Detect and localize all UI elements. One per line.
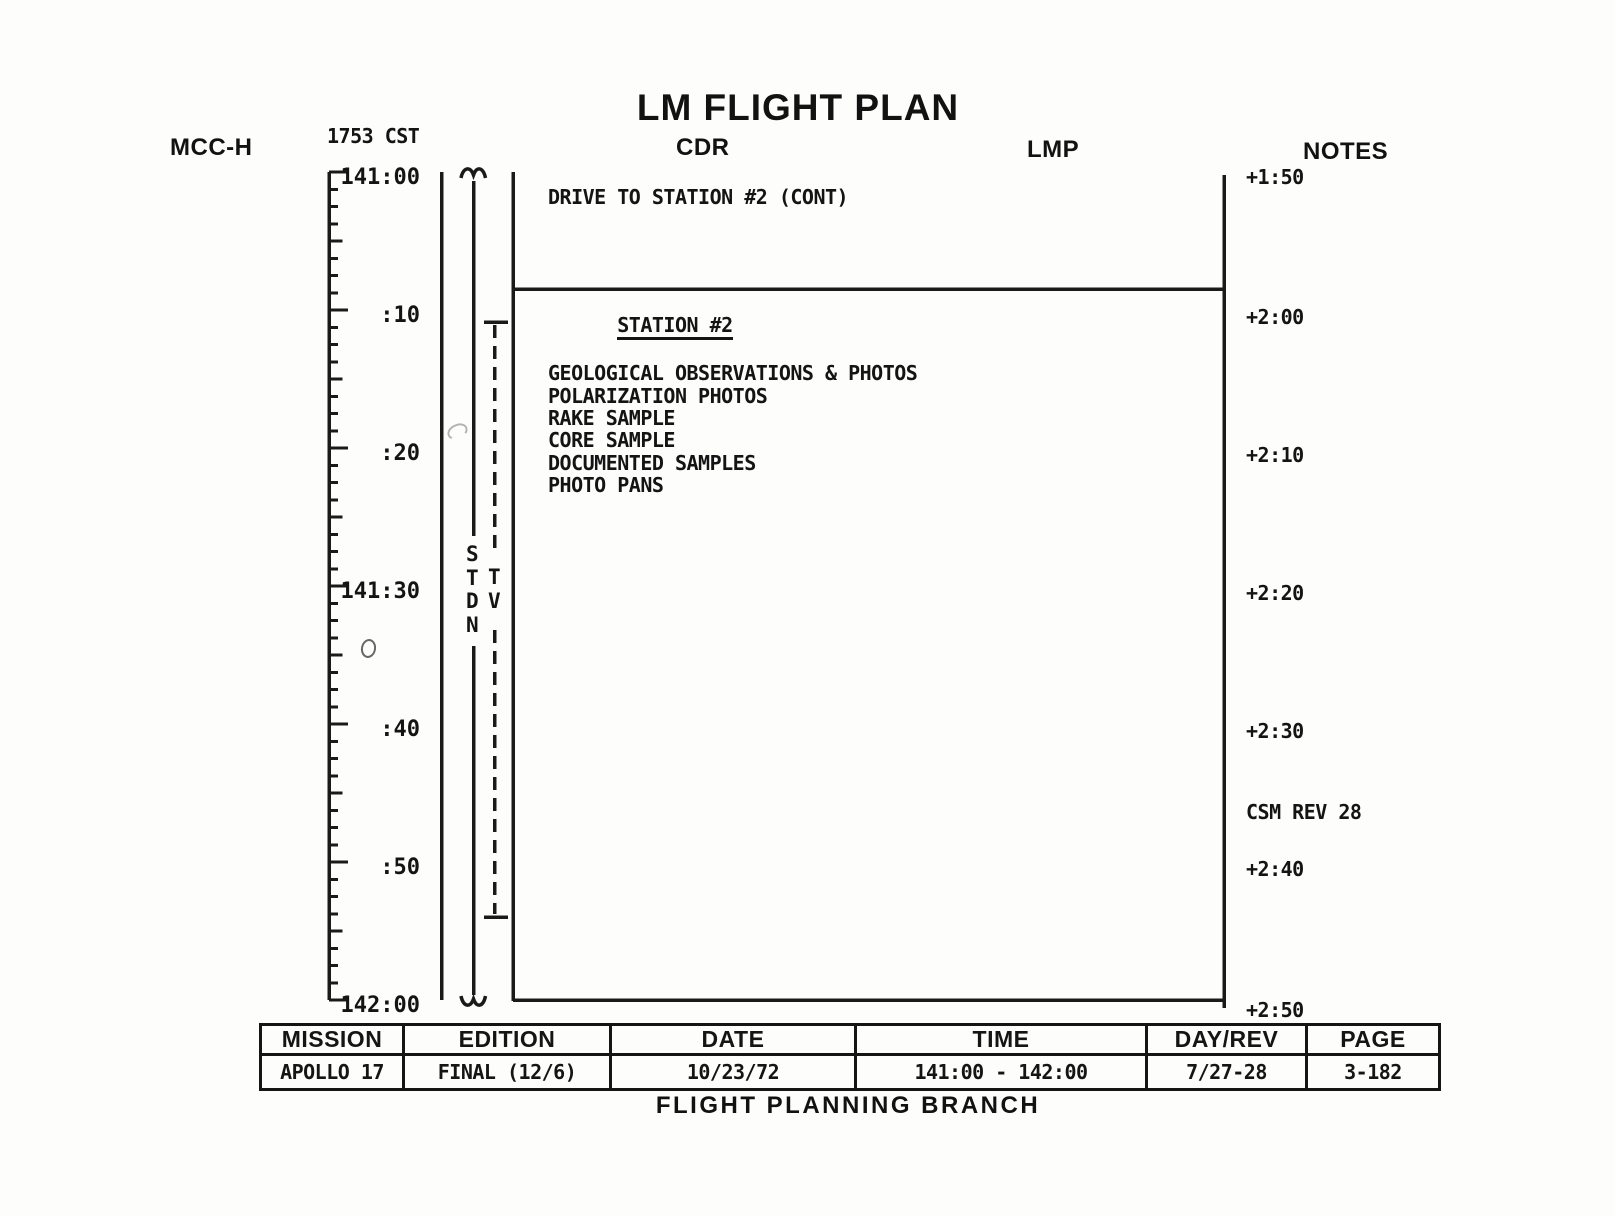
station2-heading — [548, 292, 917, 362]
tv-duration-bar — [484, 322, 508, 917]
day-rev-column-header: DAY/REV — [1148, 1026, 1308, 1056]
edition-value: FINAL (12/6) — [405, 1056, 612, 1088]
notes-column-label: NOTES — [1303, 138, 1389, 165]
time-tick-label-142-00: 142:00 — [340, 993, 420, 1018]
time-tick-label-40: :40 — [380, 717, 420, 742]
page-value: 3-182 — [1344, 1060, 1402, 1084]
time-tick-label-50: :50 — [380, 855, 420, 880]
time-column-header: TIME — [857, 1026, 1148, 1056]
task-item: DOCUMENTED SAMPLES — [548, 450, 756, 475]
date-column-header: DATE — [612, 1026, 857, 1056]
task-item: POLARIZATION PHOTOS — [548, 383, 768, 408]
edition-column-header: EDITION — [405, 1026, 612, 1056]
lmp-column-label: LMP — [1027, 136, 1080, 163]
stdn-top-arrowhead — [461, 169, 486, 178]
task-item: PHOTO PANS — [548, 473, 664, 498]
elapsed-time-note: +2:00 — [1246, 305, 1304, 329]
elapsed-time-note: +1:50 — [1246, 165, 1304, 189]
elapsed-time-note: +2:20 — [1246, 581, 1304, 605]
flight-planning-branch-label: FLIGHT PLANNING BRANCH — [655, 1092, 1041, 1119]
mission-data-table — [259, 1023, 1441, 1091]
cdr-column-label: CDR — [676, 134, 730, 161]
station2-heading-text: STATION #2 — [617, 314, 732, 339]
cst-time-label: 1753 CST — [327, 124, 420, 148]
page-title: LM FLIGHT PLAN — [636, 87, 960, 128]
time-tick-label-20: :20 — [380, 441, 420, 466]
date-value: 10/23/72 — [612, 1056, 857, 1088]
task-item: RAKE SAMPLE — [548, 406, 675, 431]
elapsed-time-note: +2:30 — [1246, 719, 1304, 743]
time-tick-label-141-30: 141:30 — [340, 579, 420, 604]
tv-coverage-label: TV — [488, 565, 501, 613]
time-tick-label-10: :10 — [380, 303, 420, 328]
stdn-coverage-label: STDN — [466, 542, 479, 638]
time-value: 141:00 - 142:00 — [857, 1056, 1148, 1088]
time-tick-label-141-00: 141:00 — [340, 165, 420, 190]
day-rev-value: 7/27-28 — [1148, 1056, 1308, 1088]
stdn-bottom-arrowhead — [461, 996, 486, 1005]
task-item: GEOLOGICAL OBSERVATIONS & PHOTOS — [548, 361, 918, 386]
task-item: CORE SAMPLE — [548, 428, 675, 453]
mission-column-header: MISSION — [262, 1026, 405, 1056]
elapsed-time-note: +2:40 — [1246, 857, 1304, 881]
elapsed-time-note: +2:50 — [1246, 998, 1304, 1022]
page-column-header: PAGE — [1308, 1026, 1438, 1056]
csm-rev-note: CSM REV 28 — [1246, 800, 1362, 824]
mcc-h-label: MCC-H — [170, 134, 253, 161]
mission-value: APOLLO 17 — [262, 1056, 405, 1088]
elapsed-time-note: +2:10 — [1246, 443, 1304, 467]
drive-activity-label: DRIVE TO STATION #2 (CONT) — [548, 185, 849, 209]
station2-activity-block — [548, 292, 917, 497]
